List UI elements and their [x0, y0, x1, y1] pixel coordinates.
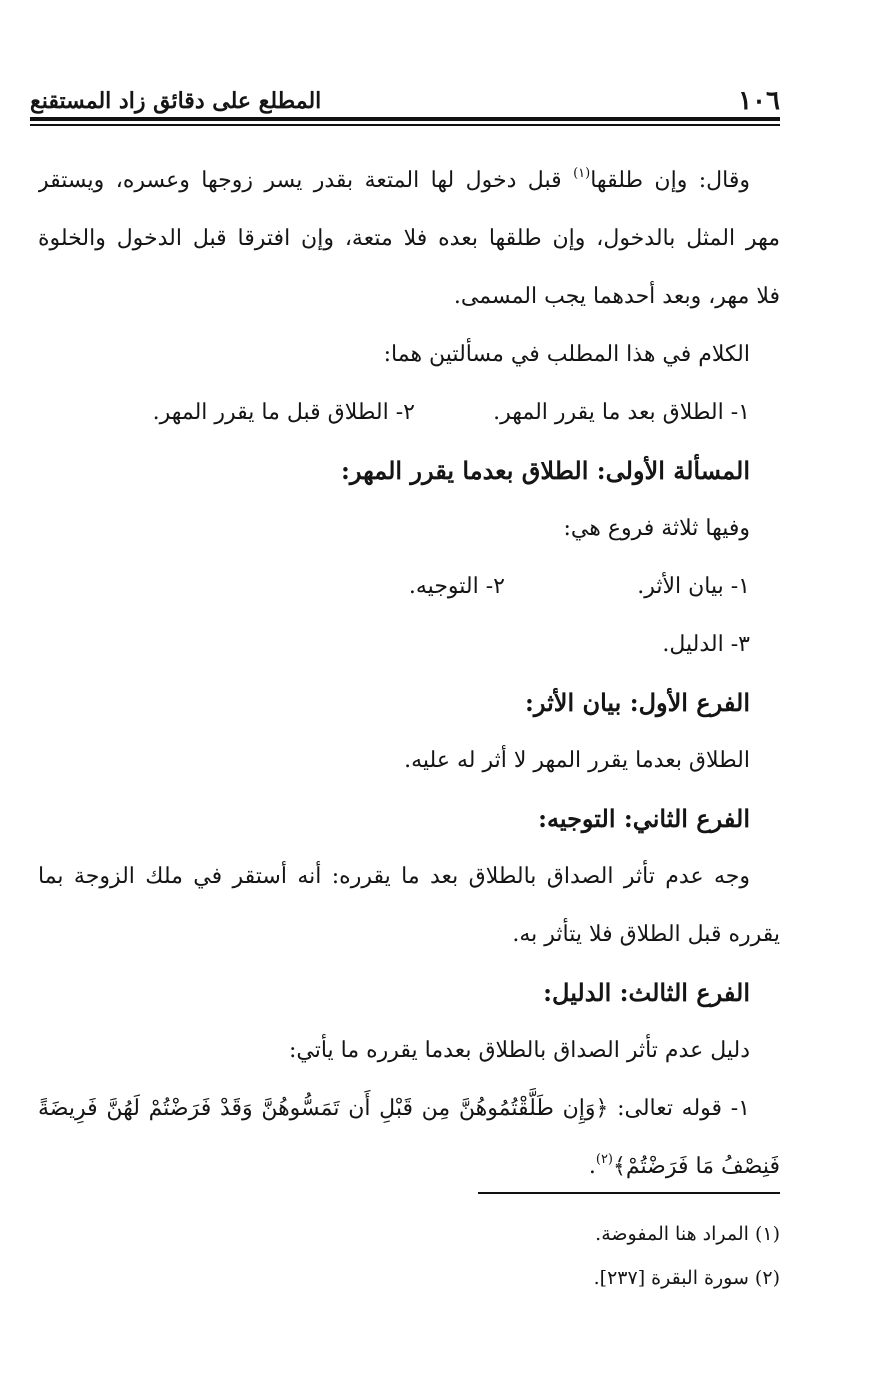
- list-item: ١- بيان الأثر.: [637, 574, 750, 599]
- paragraph-line: وجه عدم تأثر الصداق بالطلاق بعد ما يقرره: أنه أستقر في ملك الزوجة بما: [38, 864, 750, 889]
- footnote: (٢) سورة البقرة [٢٣٧].: [593, 1267, 780, 1289]
- footnote: (١) المراد هنا المفوضة.: [595, 1223, 780, 1245]
- footnote-separator: [478, 1192, 780, 1194]
- book-title: المطلع على دقائق زاد المستقنع: [30, 88, 322, 114]
- paragraph-line: فلا مهر، وبعد أحدهما يجب المسمى.: [453, 284, 780, 309]
- paragraph-line: مهر المثل بالدخول، وإن طلقها بعده فلا متعة، وإن افترقا قبل الدخول والخلوة: [38, 226, 780, 251]
- list-item: ٣- الدليل.: [662, 632, 750, 657]
- text-span: .: [588, 1154, 596, 1179]
- body-text: [38, 152, 780, 1196]
- text-span: قبل دخول لها المتعة بقدر يسر زوجها وعسره، ويستقر: [38, 168, 574, 193]
- list-item: ٢- التوجيه.: [408, 574, 505, 599]
- paragraph-line: يقرره قبل الطلاق فلا يتأثر به.: [512, 922, 780, 947]
- quran-verse-line: ١- قوله تعالى: ﴿وَإِن طَلَّقْتُمُوهُنَّ مِن قَبْلِ أَن تَمَسُّوهُنَّ وَقَدْ فَرَضْتُمْ لَهُنَّ فَرِيضَةً: [38, 1096, 750, 1121]
- footnotes: [38, 1212, 780, 1300]
- list-item: ١- الطلاق بعد ما يقرر المهر.: [493, 400, 750, 425]
- text-span: فَنِصْفُ مَا فَرَضْتُمْ﴾: [613, 1154, 780, 1179]
- intro-line: الكلام في هذا المطلب في مسألتين هما:: [383, 342, 750, 367]
- branches-intro: وفيها ثلاثة فروع هي:: [563, 516, 750, 541]
- text-span: وقال: وإن طلقها: [590, 168, 750, 193]
- paragraph-line: دليل عدم تأثر الصداق بالطلاق بعدما يقرره ما يأتي:: [288, 1038, 750, 1063]
- section-heading: المسألة الأولى: الطلاق بعدما يقرر المهر:: [341, 456, 750, 485]
- page-number: ١٠٦: [738, 86, 780, 116]
- section-heading: الفرع الثالث: الدليل:: [543, 978, 750, 1007]
- page-header: [30, 80, 780, 116]
- header-rule-thick: [30, 117, 780, 121]
- quran-verse-line: [38, 1138, 780, 1196]
- branches-list: [38, 558, 780, 616]
- list-item: ٢- الطلاق قبل ما يقرر المهر.: [152, 400, 415, 425]
- section-heading: الفرع الأول: بيان الأثر:: [525, 688, 750, 717]
- header-rule-thin: [30, 124, 780, 126]
- footnote-reference: (١): [573, 166, 591, 181]
- paragraph-line: الطلاق بعدما يقرر المهر لا أثر له عليه.: [404, 748, 750, 773]
- section-heading: الفرع الثاني: التوجيه:: [538, 804, 750, 833]
- paragraph-line: [38, 152, 780, 210]
- issues-list: [38, 384, 780, 442]
- footnote-reference: (٢): [595, 1152, 613, 1167]
